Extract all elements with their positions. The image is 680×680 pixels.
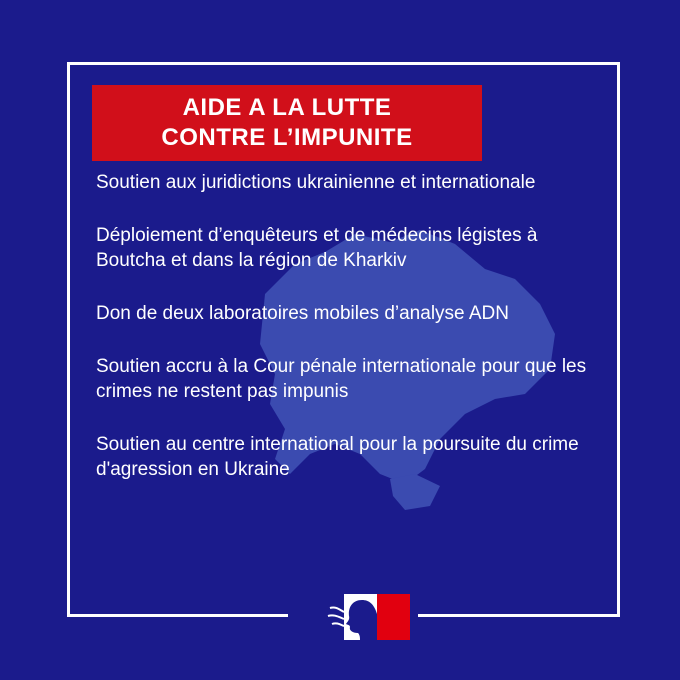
list-item: Déploiement d’enquêteurs et de médecins légistes à Boutcha et dans la région de Kharkiv bbox=[96, 225, 538, 271]
list-item: Soutien au centre international pour la poursuite du crime d'agression en Ukraine bbox=[96, 434, 579, 480]
list-item: Soutien aux juridictions ukrainienne et internationale bbox=[96, 172, 536, 193]
list-item: Don de deux laboratoires mobiles d’analyse ADN bbox=[96, 303, 509, 324]
title-line-2: CONTRE L’IMPUNITE bbox=[161, 124, 413, 151]
title-banner bbox=[92, 85, 482, 161]
list-item: Soutien accru à la Cour pénale internationale pour que les crimes ne restent pas impunis bbox=[96, 356, 587, 402]
marianne-logo-icon bbox=[310, 594, 410, 640]
support-list bbox=[96, 170, 606, 510]
title-line-1: AIDE A LA LUTTE bbox=[182, 94, 392, 121]
